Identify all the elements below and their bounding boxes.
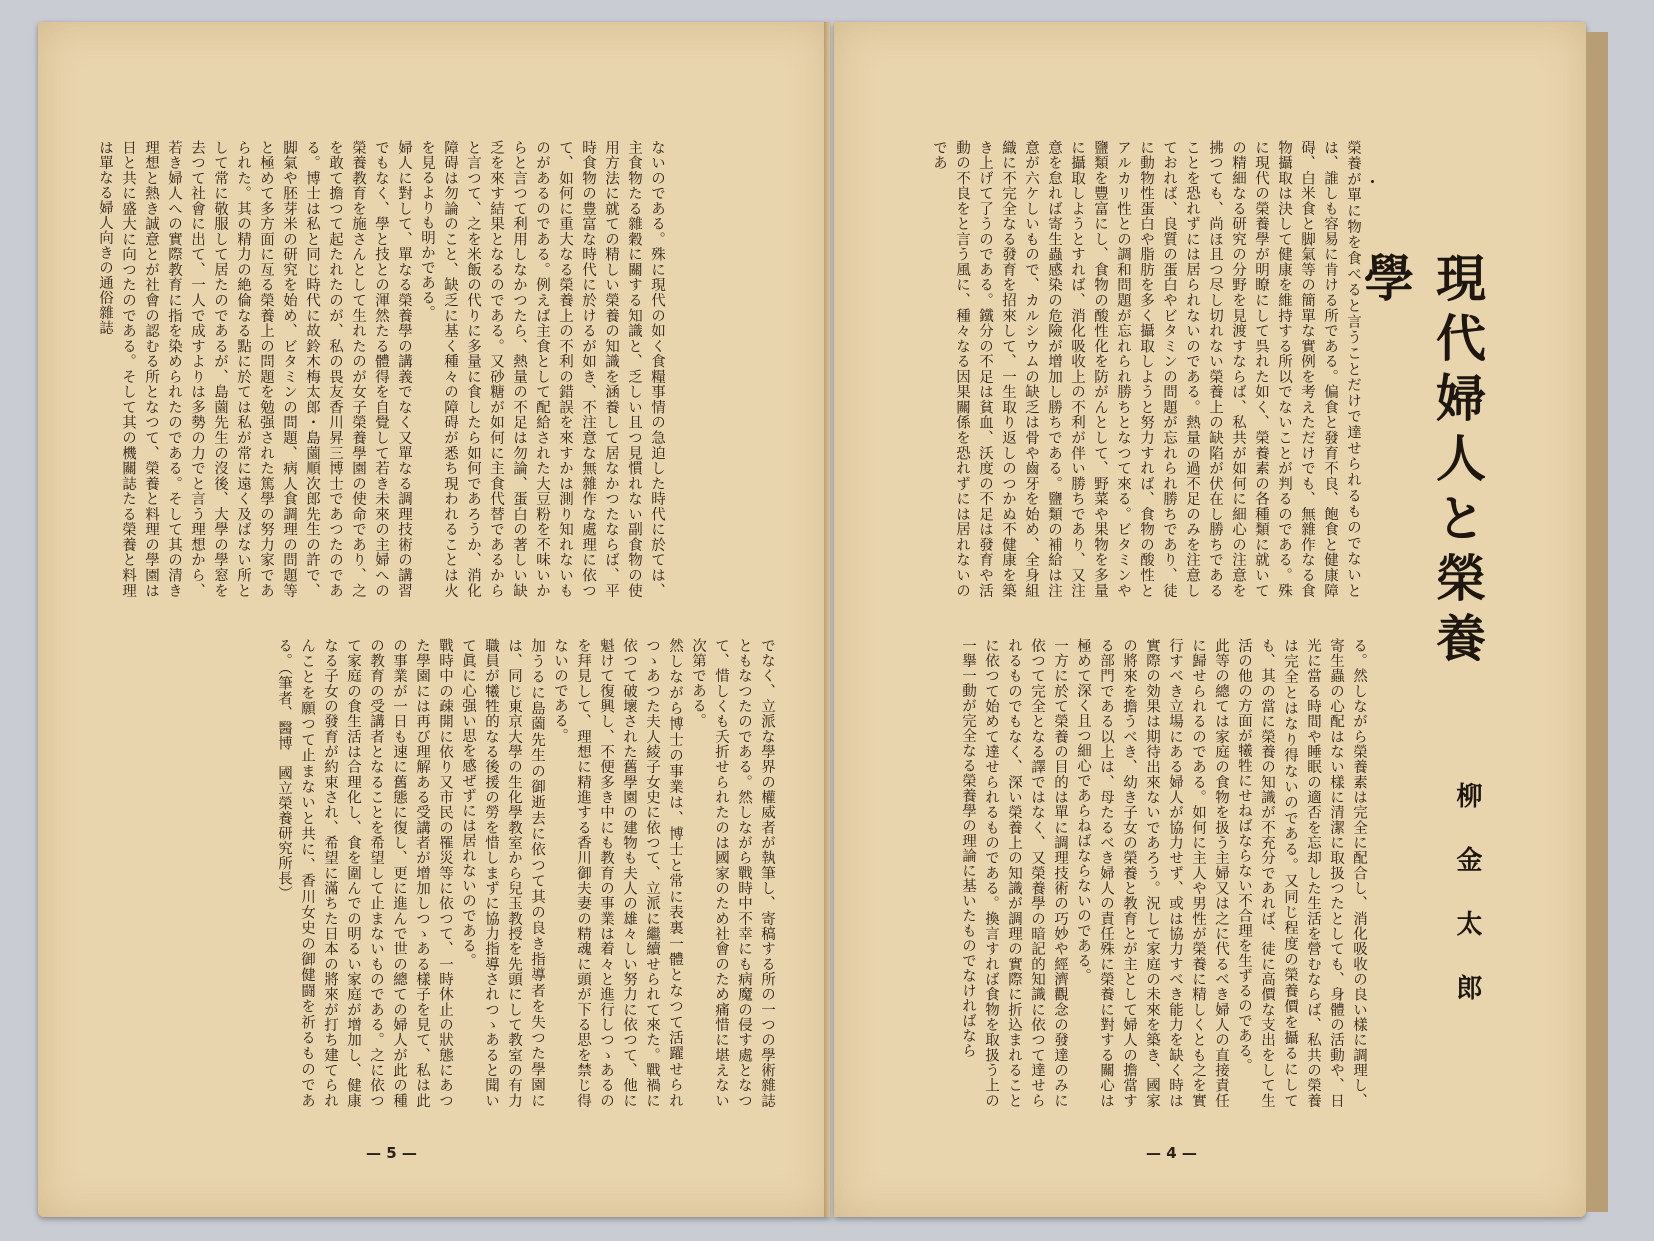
article-author: 柳金太郎 [1452, 782, 1482, 1038]
right-page-lower-text: る。然しながら榮養素は完全に配合し、消化吸收の良い樣に調理し、寄生蟲の心配はない樣に清潔に取扱つたとしても、身體の活動や、日光に當る時間や睡眠の適否を忘却した生活を營むならば、私共の榮養は完全とはなり得ないのである。又同じ程度の榮養價を攝るにしても、其の當に榮養の知識が不充分であれば、徒に高價な支出をして生活の他の方面が犧牲にせねばならない不合理を生ずるのである。 此等の總ては家庭の食物を扱う主婦又は之に代るべき婦人の直接責任に歸せられるのである。如何に主人や男性が榮養に精しくとも之を實行すべき立場にある婦人が協力せず、或は協力すべき能力を缺く時は實際の効果は期待出來ないであろう。況して家庭の未來を築き、國家の將來を擔うべき、幼き子女の榮養と教育とが主として婦人の擔當する部門である以上は、母たるべき婦人の責任殊に榮養に對する關心は極めて深く且つ細心であらねばならないのである。 一方に於て榮養の目的は單に調理技術の巧妙や經濟觀念の發達のみに依つて完全となる譯ではなく、又榮養學の暗記的知識に依つて達せられるものでもなく、深い榮養上の知識が調理の實際に折込まれることに依つて始めて達せられるものである。換言すれば食物を取扱う上の一擧一動が完全なる榮養學の理論に基いたものでなければなら [960, 638, 1367, 1108]
right-page [834, 22, 1586, 1217]
left-page-upper-text: ないのである。殊に現代の如く食糧事情の急迫した時代に於ては、主食物たる雜穀に關する知識と、乏しい且つ見慣れない副食物の使用方法に就ての精しい榮養の知識を涵養して居なかつたならば、平時食物の豊富な時代に於けるが如き、不注意な無雜作な處理に依つて、如何に重大なる榮養上の不利の錯誤を來すかは測り知れないものがあるのである。例えば主食として配給された大豆粉を不味いからと言つて利用しなかつたら、熱量の不足は勿論、蛋白の著しい缺乏を來す結果となるのである。又砂糖が如何に主食代替であるからと言つて、之を米飯の代りに多量に食したら如何であろうか、消化障碍は勿論のこと、缺乏に基く種々の障碍が悉ち現われることは火を見るよりも明かである。 婦人に對して、單なる榮養學の講義でなく又單なる調理技術の講習でもなく、學と技との渾然たる體得を自覺して若き未來の主婦への榮養教育を施さんとして生れたのが女子榮養學園の使命であり、之を敢て擔つて起たれたのが、私の畏友香川昇三博士であつたのである。博士は私と同じ時代に故鈴木梅太郎・島薗順次郎先生の許で、脚氣や胚芽米の研究を始め、ビタミンの問題、病人食調理の問題等と極めて多方面に亙る榮養上の問題を勉强された篤學の努力家であられた。其の精力の絶倫なる點に於ては私が常に遠く及ばない所として常に敬服して居たのであるが、島薗先生の沒後、大學の學窓を去つて社會に出て、一人で成すよりは多勢の力でと言う理想から、若き婦人への實際教育に指を染められたのである。そして其の清き理想と熱き誠意とが社會の認むる所となつて、榮養と料理の學園は日と共に盛大に向つたのである。そして其の機關誌たる榮養と料理は單なる婦人向きの通俗雜誌 [97, 140, 665, 598]
right-page-upper-text: 榮養が單に物を食べると言うことだけで達せられるものでないとは、誰しも容易に肯ける所である。偏食と發育不良、飽食と健康障碍、白米食と脚氣等の簡單な實例を考えただけでも、無雜作なる食物攝取は決して健康を維持する所以でないことが判るのである。殊に現代の榮養學が明瞭にして呉れた如く、榮養素の各種類に就いての精細なる研究の分野を見渡すならば、私共が如何に細心の注意を拂つても、尚ほ且つ尽し切れない榮養上の缺陷が伏在し勝ちであることを恐れずには居られないのである。熱量の過不足のみを注意しておれば、良質の蛋白やビタミンの問題が忘れられ勝ちであり、徒に動物性蛋白や脂肪を多く攝取しようと努力すれば、食物の酸性とアルカリ性との調和問題が忘れられ勝ちとなつて來る。ビタミンや鹽類を豐富にし、食物の酸性化を防がんとして、野菜や果物を多量に攝取しようとすれば、消化吸收上の不利が伴い勝ちであり、又注意を怠れば寄生蟲感染の危險が增加し勝ちである。鹽類の補給は注意が六ケしいもので、カルシウムの缺乏は骨や齒牙を始め、全身組織に不完全なる發育を招來して、一生取り返しのつかぬ不健康を築き上げて了うのである。鐵分の不足は貧血、沃度の不足は發育や活動の不良をと言う風に、種々なる因果關係を恐れずには居れないのであ [931, 140, 1361, 598]
left-page-lower-text: でなく、立派な學界の權威者が執筆し、寄稿する所の一つの學術雜誌ともなつたのである。然しながら戰時中不幸にも病魔の侵す處となつて、惜しくも夭折せられたのは國家のため社會のため痛惜に堪えない次第である。 然しながら博士の事業は、博士と常に表裏一體となつて活躍せられつゝあつた夫人綾子女史に依つて、立派に繼續せられて來た。戰禍に依つて破壞された舊學園の建物も夫人の雄々しい努力に依つて、他に魁けて復興し、不便多き中にも教育の事業は着々と進行しつゝあるのを拜見して、理想に精進する香川御夫妻の精魂に頭が下る思を禁じ得ないのである。 加うるに島薗先生の御逝去に依つて其の良き指導者を失つた學園には、同じ東京大學の生化學教室から兒玉教授を先頭にして教室の有力職員が犧牲的なる後援の勞を惜しまずに協力指導されつゝあると聞いて眞に心强い思を感ぜずには居れないのである。 戰時中の疎開に依り又市民の罹災等に依つて、一時休止の狀態にあつた學園には再び理解ある受講者が增加しつゝある樣子を見て、私は此の事業が一日も速に舊態に復し、更に進んで世の總ての婦人が此の種の教育の受講者となることを希望して止まないものである。之に依つて家庭の食生活は合理化し、食を圍んでの明るい家庭が增加し、健康なる子女の發育が約束され、希望に滿ちた日本の將來が打ち建てられんことを願つて止まないと共に、香川女史の御健闘を祈るものである。（筆者、醫博 國立榮養研究所長） [276, 638, 775, 1108]
margin-mark [1371, 180, 1374, 183]
left-page-number: — 5 — [366, 1144, 417, 1162]
left-page [38, 22, 830, 1217]
right-page-number: — 4 — [1146, 1144, 1197, 1162]
article-title: 現代婦人と榮養學 [1356, 252, 1486, 672]
open-book [38, 22, 1618, 1222]
